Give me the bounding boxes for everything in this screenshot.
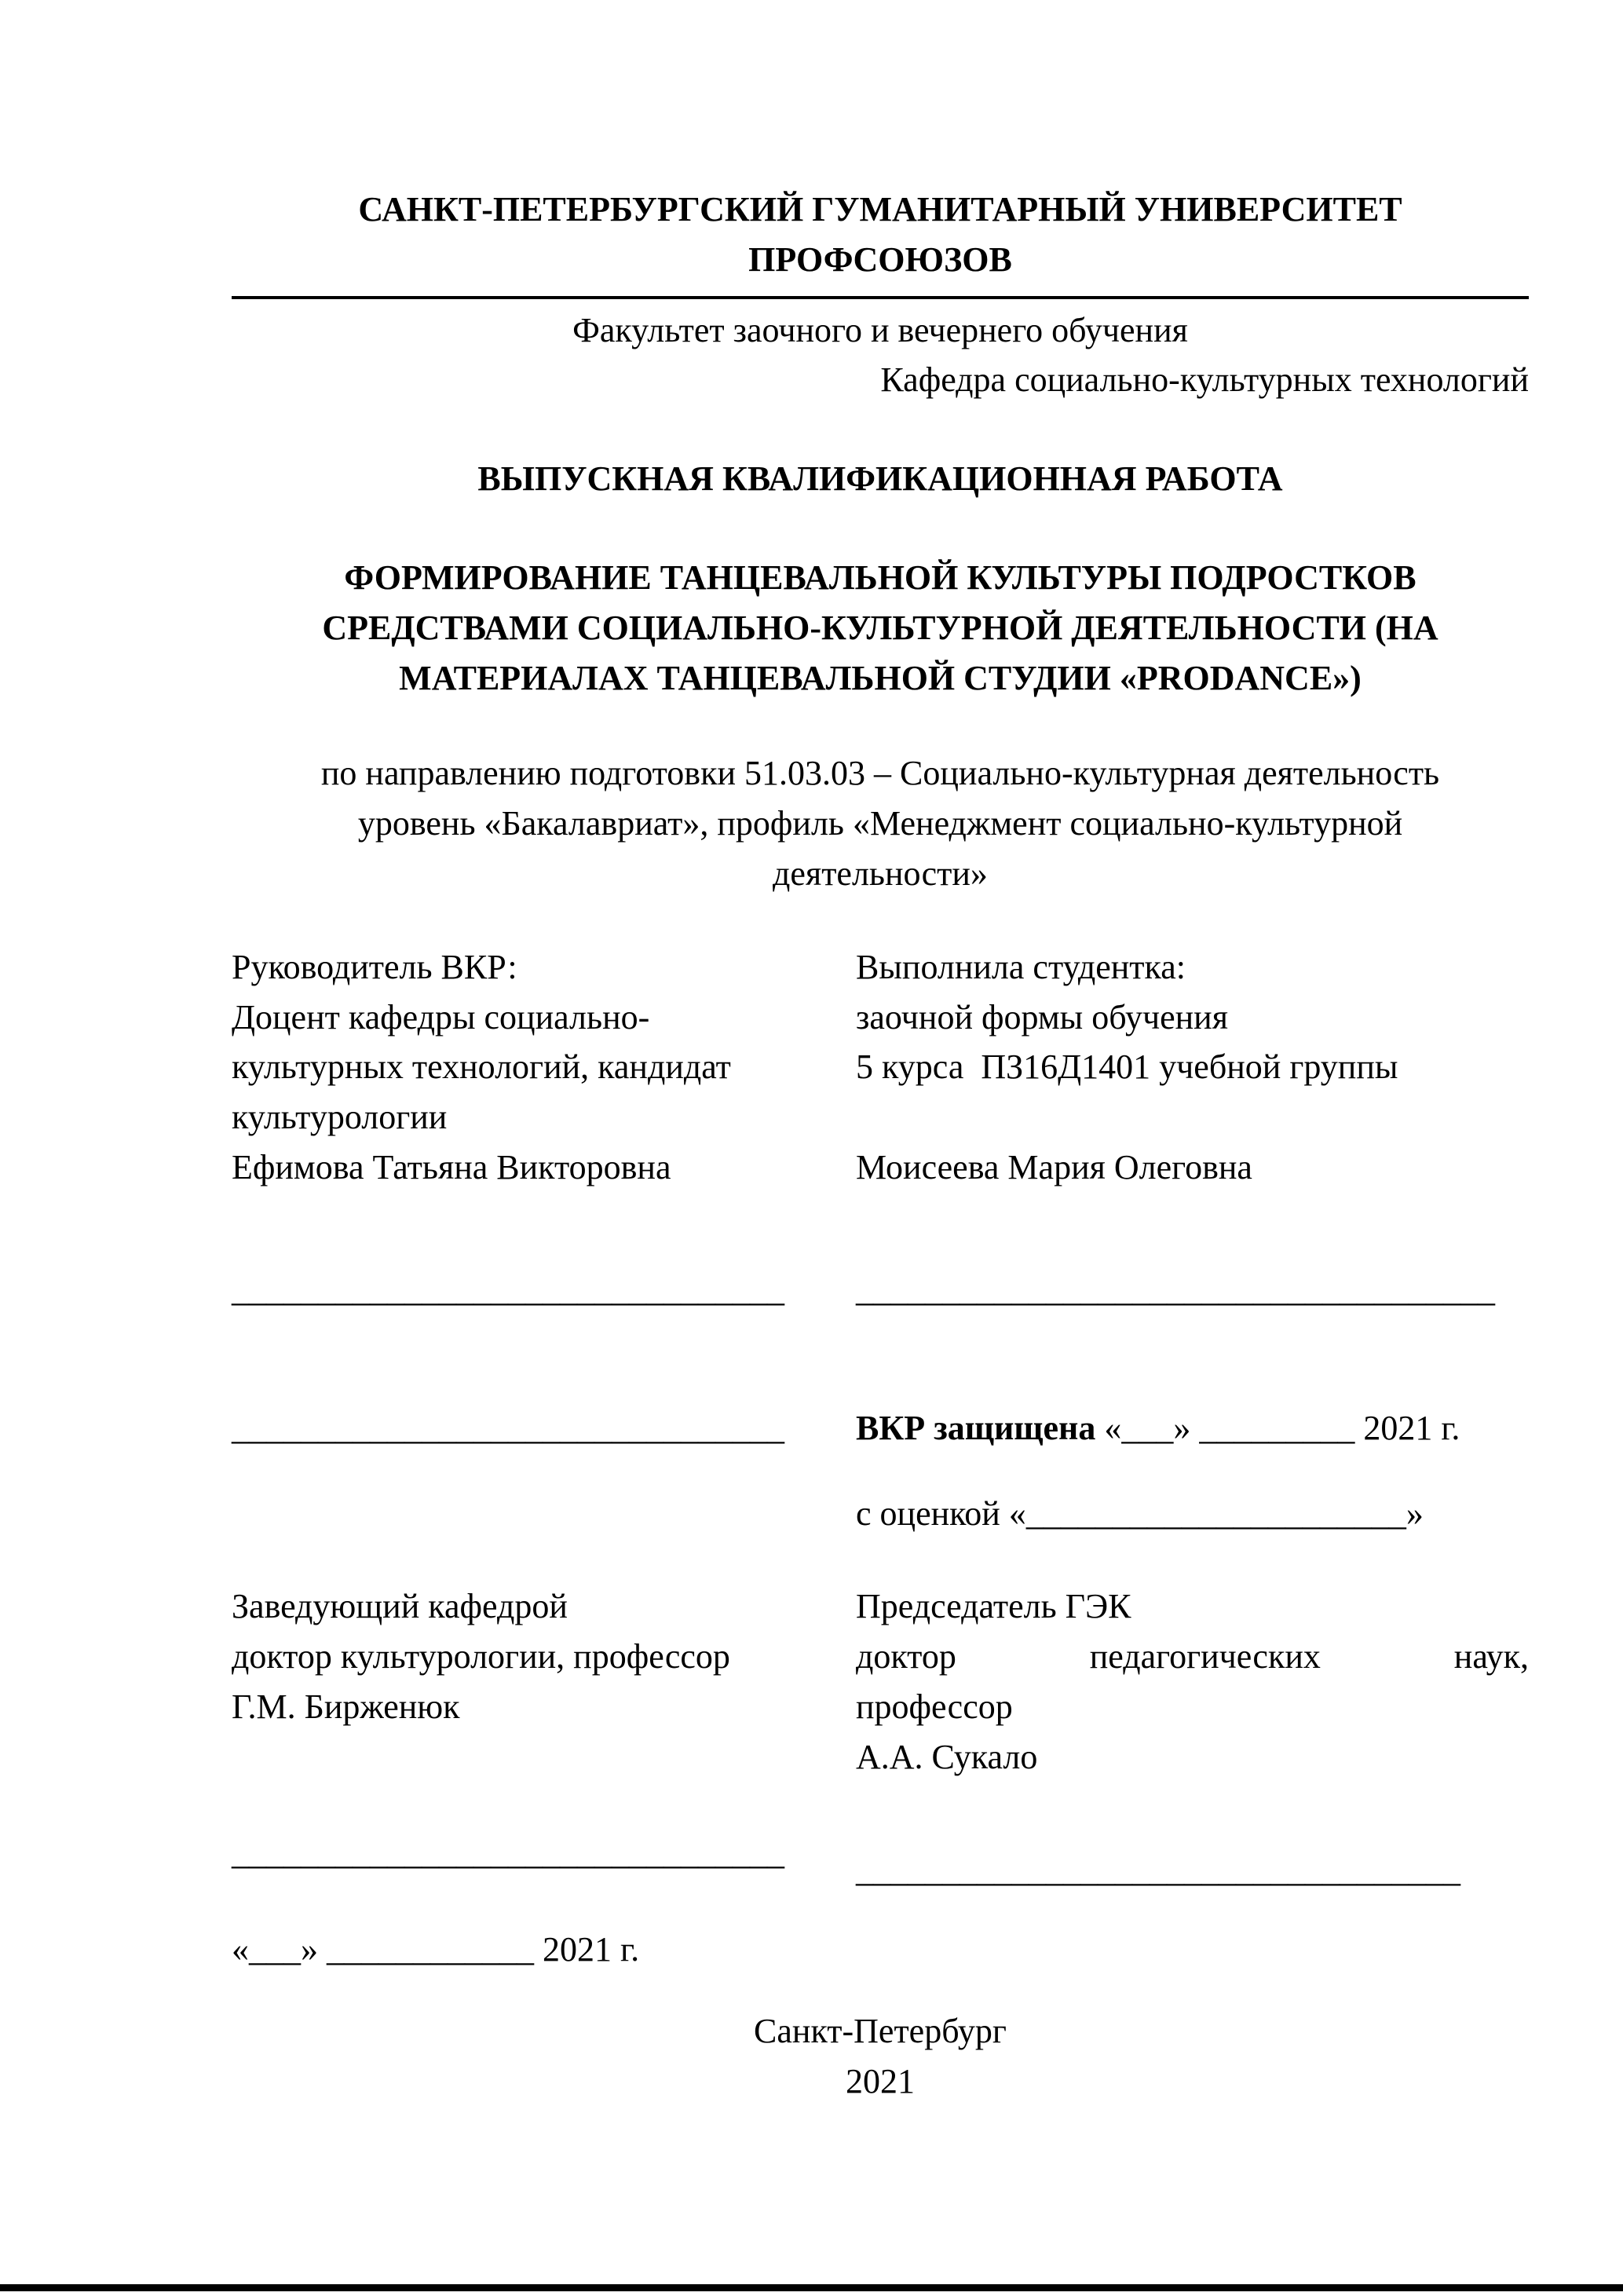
gek-chair-line: профессор	[856, 1687, 1013, 1726]
defense-label: ВКР защищена	[856, 1408, 1096, 1447]
signature-row-3	[232, 1828, 1529, 1896]
page-content	[232, 185, 1529, 2107]
supervisor-position-line: культурных технологий, кандидат	[232, 1047, 731, 1087]
university-header	[232, 185, 1529, 299]
gek-chair-name: А.А. Сукало	[856, 1737, 1038, 1776]
head-of-department-line: доктор культурологии, профессор	[232, 1637, 730, 1676]
program-info	[232, 748, 1529, 898]
grade-row	[232, 1489, 1529, 1539]
head-of-department-signature-line: ________________________________	[232, 1833, 784, 1872]
scan-bottom-edge	[0, 2284, 1623, 2291]
head-of-department-date: «___» ____________ 2021 г.	[232, 1930, 640, 1969]
supervisor-name: Ефимова Татьяна Викторовна	[232, 1147, 671, 1186]
program-line: по направлению подготовки 51.03.03 – Социально-культурная деятельность	[320, 754, 1440, 793]
supervisor-signature-line: ________________________________	[232, 1408, 784, 1447]
signature-row-2	[232, 1403, 1529, 1453]
program-line: уровень «Бакалавриат», профиль «Менеджмент социально-культурной	[357, 804, 1403, 843]
spacer	[856, 1925, 1529, 1975]
faculty-line: Факультет заочного и вечернего обучения	[572, 310, 1188, 349]
head-of-department-column	[232, 1581, 856, 1782]
spacer	[232, 1489, 856, 1539]
gek-chair-signature-line: ___________________________________	[856, 1850, 1460, 1889]
head-of-department-line: Г.М. Бирженюк	[232, 1687, 460, 1726]
supervisor-position-line: культурологии	[232, 1098, 448, 1137]
supervisor-label: Руководитель ВКР:	[232, 947, 517, 986]
footer-year: 2021	[846, 2061, 915, 2100]
date-row	[232, 1925, 1529, 1975]
thesis-title-line: СРЕДСТВАМИ СОЦИАЛЬНО-КУЛЬТУРНОЙ ДЕЯТЕЛЬНОСТИ (НА	[322, 608, 1438, 647]
university-name: САНКТ-ПЕТЕРБУРГСКИЙ ГУМАНИТАРНЫЙ УНИВЕРСИТЕТ ПРОФСОЮЗОВ	[358, 190, 1402, 279]
defense-line	[856, 1403, 1529, 1453]
work-type-heading: ВЫПУСКНАЯ КВАЛИФИКАЦИОННАЯ РАБОТА	[477, 459, 1283, 499]
student-details-line: 5 курса ПЗ16Д1401 учебной группы	[856, 1047, 1398, 1087]
defense-date-blank: «___» _________ 2021 г.	[1095, 1408, 1460, 1447]
thesis-title	[232, 553, 1529, 703]
supervisor-position-line: Доцент кафедры социально-	[232, 997, 650, 1036]
supervisor-signature-line: ________________________________	[232, 1270, 784, 1309]
department-line: Кафедра социально-культурных технологий	[880, 360, 1529, 400]
spacer	[856, 1092, 1529, 1143]
signature-row-1	[232, 1265, 1529, 1315]
student-column	[856, 942, 1529, 1193]
program-line: деятельности»	[773, 854, 988, 893]
officials-block	[232, 1581, 1529, 1782]
student-label: Выполнила студентка:	[856, 947, 1186, 986]
supervisor-column	[232, 942, 856, 1193]
gek-chair-line: доктор педагогических наук,	[856, 1637, 1529, 1676]
student-name: Моисеева Мария Олеговна	[856, 1148, 1252, 1187]
head-of-department-line: Заведующий кафедрой	[232, 1587, 568, 1626]
grade-line: с оценкой «______________________»	[856, 1493, 1424, 1533]
student-details-line: заочной формы обучения	[856, 997, 1228, 1036]
student-signature-line: _____________________________________	[856, 1270, 1495, 1309]
thesis-title-line: ФОРМИРОВАНИЕ ТАНЦЕВАЛЬНОЙ КУЛЬТУРЫ ПОДРОСТКОВ	[344, 558, 1416, 597]
gek-chair-line: Председатель ГЭК	[856, 1587, 1131, 1626]
gek-chair-column	[856, 1581, 1529, 1782]
supervisor-student-block	[232, 942, 1529, 1193]
thesis-title-line: МАТЕРИАЛАХ ТАНЦЕВАЛЬНОЙ СТУДИИ «PRODANCE»)	[399, 658, 1362, 697]
footer-city: Санкт-Петербург	[754, 2012, 1007, 2051]
